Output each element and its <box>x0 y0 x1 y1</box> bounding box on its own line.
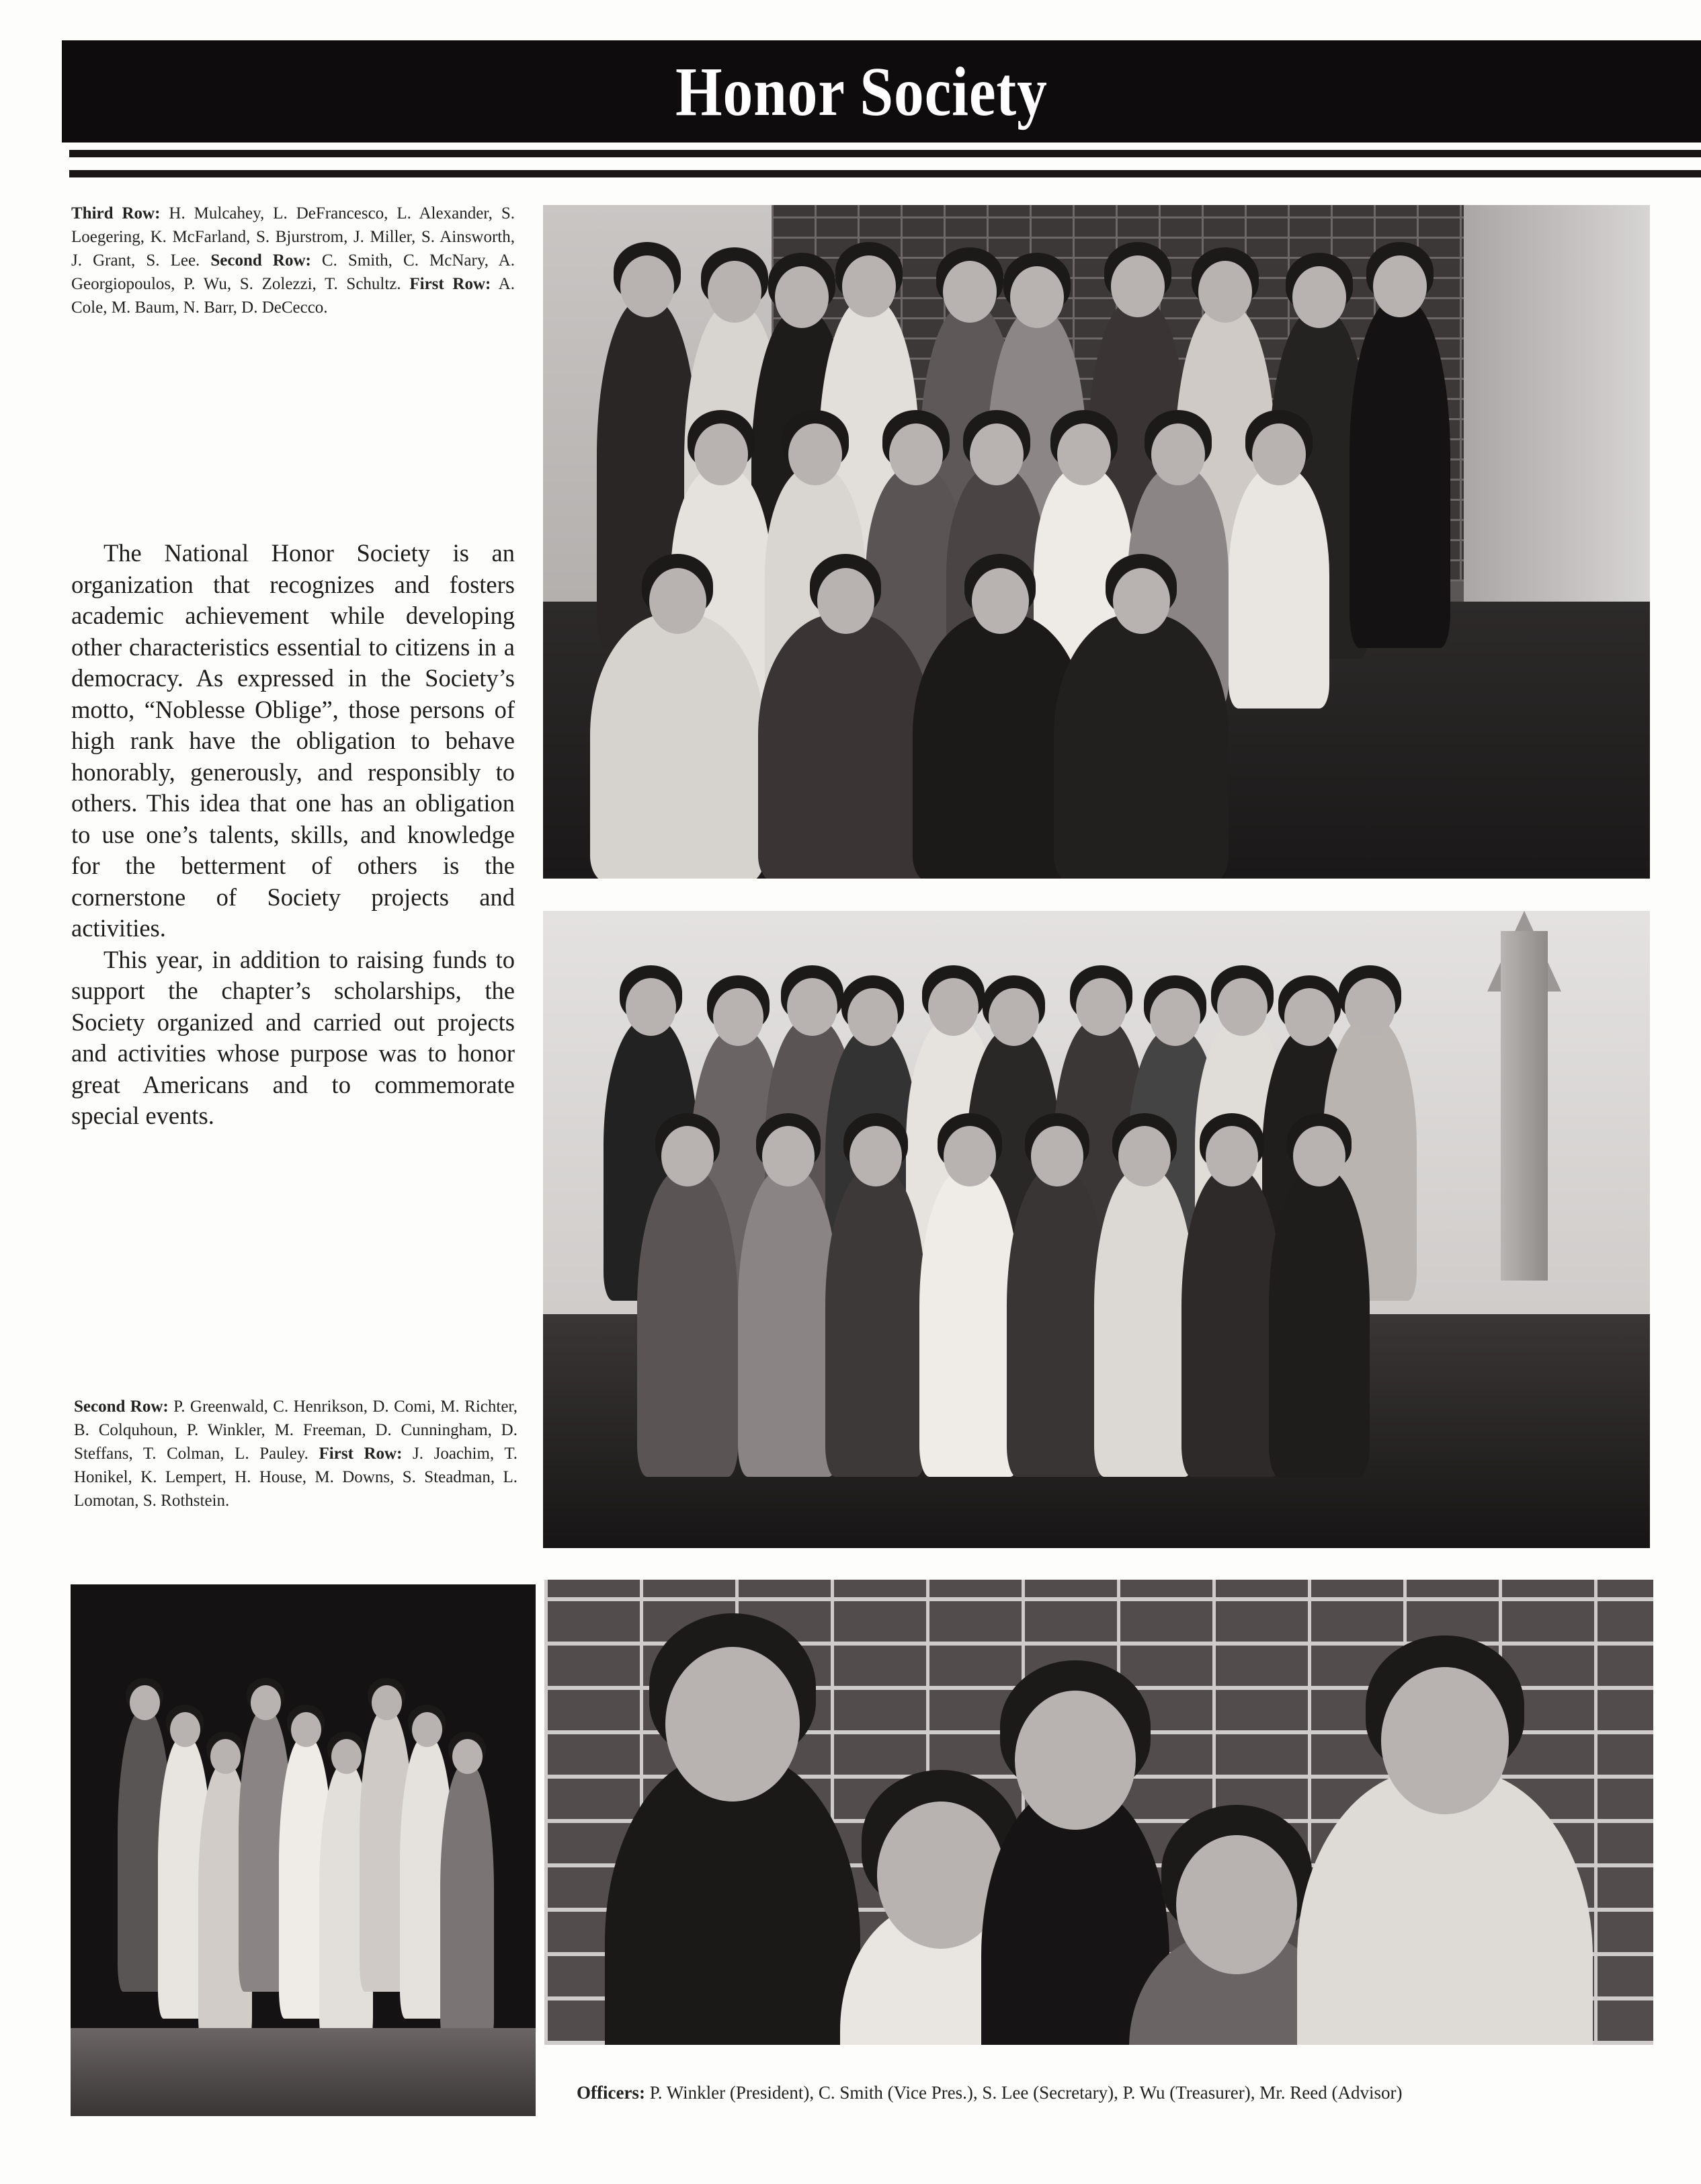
photo-figure-head <box>452 1739 483 1774</box>
photo-figure-head <box>412 1712 442 1747</box>
photo-figure <box>738 1168 839 1477</box>
photo-figure-head <box>170 1712 200 1747</box>
photo-figure <box>1269 1168 1370 1477</box>
photo-figure <box>1007 1168 1108 1477</box>
photo-figure <box>825 1168 926 1477</box>
group-photo-top <box>543 205 1650 879</box>
photo-figure-head <box>1345 978 1395 1036</box>
photo-figure-head <box>1373 255 1427 317</box>
photo-figure-head <box>1057 423 1111 485</box>
photo-figure <box>758 614 933 879</box>
photo-figure <box>1094 1168 1195 1477</box>
caption-officers <box>577 2080 1652 2105</box>
page-header-bar <box>62 40 1701 143</box>
photo-figure-head <box>762 1126 815 1186</box>
photo-figure <box>637 1168 738 1477</box>
photo-figure-head <box>1198 261 1252 323</box>
photo-figure-head <box>847 988 898 1046</box>
photo-figure-head <box>788 423 842 485</box>
photo-figure <box>590 614 765 879</box>
row-names: H. Mulcahey, L. DeFrancesco, L. Alexander, S. Loegering, K. McFarland, S. Bjurstrom, J. Miller, S. Ainsworth, J. Grant, S. Lee. <box>71 204 515 270</box>
photo-figure-head <box>1118 1126 1171 1186</box>
photo-figure-head <box>928 978 979 1036</box>
row-label: First Row: <box>409 275 491 293</box>
photo-figure <box>1229 467 1329 709</box>
photo-figure-head <box>626 978 676 1036</box>
row-label: Second Row: <box>74 1398 169 1416</box>
photo-figure-head <box>842 255 896 317</box>
header-rule-lower <box>69 170 1701 177</box>
photo-figure-head <box>1015 1691 1136 1830</box>
row-label: First Row: <box>319 1445 403 1463</box>
photo-figure <box>1054 614 1229 879</box>
photo-figure-head <box>1284 988 1335 1046</box>
page-title: Honor Society <box>675 52 1048 130</box>
photo-figure-head <box>708 261 761 323</box>
photo-figure <box>1181 1168 1282 1477</box>
photo-figure-head <box>787 978 837 1036</box>
photo-figure-head <box>1217 978 1268 1036</box>
candlelight-ceremony-photo <box>71 1584 536 2116</box>
photo-figure <box>1350 298 1450 648</box>
photo-figure-head <box>944 1126 996 1186</box>
officers-photo <box>544 1580 1653 2045</box>
photo-figure-head <box>1252 423 1306 485</box>
photo-figure-head <box>649 568 706 634</box>
photo-lighthouse <box>1501 931 1548 1281</box>
photo-figure-head <box>1206 1126 1258 1186</box>
photo-figure <box>440 1763 494 2046</box>
photo-figure-head <box>331 1739 362 1774</box>
photo-figure-head <box>817 568 874 634</box>
body-paragraph: This year, in addition to raising funds to support the chapter’s scholarships, the Society organized and carried out projects and activities whose purpose was to honor great Americans and to commemorate special events. <box>71 945 515 1129</box>
photo-figure-head <box>1176 1835 1297 1974</box>
photo-figure-head <box>1031 1126 1083 1186</box>
photo-figure-head <box>130 1685 160 1720</box>
row-label: Third Row: <box>71 204 161 223</box>
photo-figure-head <box>251 1685 281 1720</box>
photo-stage <box>71 2028 536 2116</box>
body-text <box>71 538 515 1132</box>
body-paragraph: The National Honor Society is an organization that recognizes and fosters academic achievement while developing other characteristics essential to citizens in a democracy. As expressed in the Society’s motto, “Noblesse Oblige”, those persons of high rank have the obligation to behave honorably, generously, and responsibly to others. This idea that one has an obligation to use one’s talents, skills, and knowledge for the betterment of others is the cornerstone of Society projects and activities. <box>71 539 515 942</box>
photo-figure-head <box>665 1647 800 1802</box>
row-label: Second Row: <box>210 251 311 270</box>
photo-figure-head <box>989 988 1039 1046</box>
photo-figure-head <box>943 261 997 323</box>
photo-figure-head <box>1113 568 1170 634</box>
row-names: A. Cole, M. Baum, N. Barr, D. DeCecco. <box>71 275 515 317</box>
caption-middle-group <box>74 1395 517 1512</box>
photo-figure-head <box>1010 266 1064 328</box>
photo-figure-head <box>661 1126 714 1186</box>
header-rule-upper <box>69 150 1701 157</box>
photo-figure-head <box>970 423 1024 485</box>
row-names: J. Joachim, T. Honikel, K. Lempert, H. House, M. Downs, S. Steadman, L. Lomotan, S. Rothstein. <box>74 1445 517 1510</box>
photo-figure-head <box>972 568 1029 634</box>
photo-figure-head <box>1076 978 1126 1036</box>
row-names: C. Smith, C. McNary, A. Georgiopoulos, P. Wu, S. Zolezzi, T. Schultz. <box>71 251 515 293</box>
photo-figure-head <box>713 988 763 1046</box>
photo-figure-head <box>1150 988 1200 1046</box>
officers-names: P. Winkler (President), C. Smith (Vice Pres.), S. Lee (Secretary), P. Wu (Treasurer), Mr. Reed (Advisor) <box>645 2082 1403 2103</box>
photo-figure-head <box>372 1685 402 1720</box>
photo-figure-head <box>291 1712 321 1747</box>
photo-figure-head <box>775 266 829 328</box>
photo-figure-head <box>1111 255 1165 317</box>
group-photo-middle <box>543 911 1650 1548</box>
photo-figure-head <box>1292 266 1346 328</box>
photo-figure-head <box>694 423 748 485</box>
photo-figure-head <box>1151 423 1205 485</box>
photo-figure-head <box>889 423 943 485</box>
photo-figure-head <box>849 1126 902 1186</box>
photo-figure-head <box>620 255 674 317</box>
officers-label: Officers: <box>577 2082 645 2103</box>
photo-figure-head <box>1381 1667 1509 1814</box>
photo-figure-head <box>1293 1126 1345 1186</box>
caption-top-group <box>71 202 515 319</box>
photo-figure-head <box>210 1739 241 1774</box>
row-names: P. Greenwald, C. Henrikson, D. Comi, M. Richter, B. Colquhoun, P. Winkler, M. Freeman, D. Cunningham, D. Steffans, T. Colman, L. Pauley. <box>74 1398 518 1463</box>
photo-figure <box>919 1168 1020 1477</box>
